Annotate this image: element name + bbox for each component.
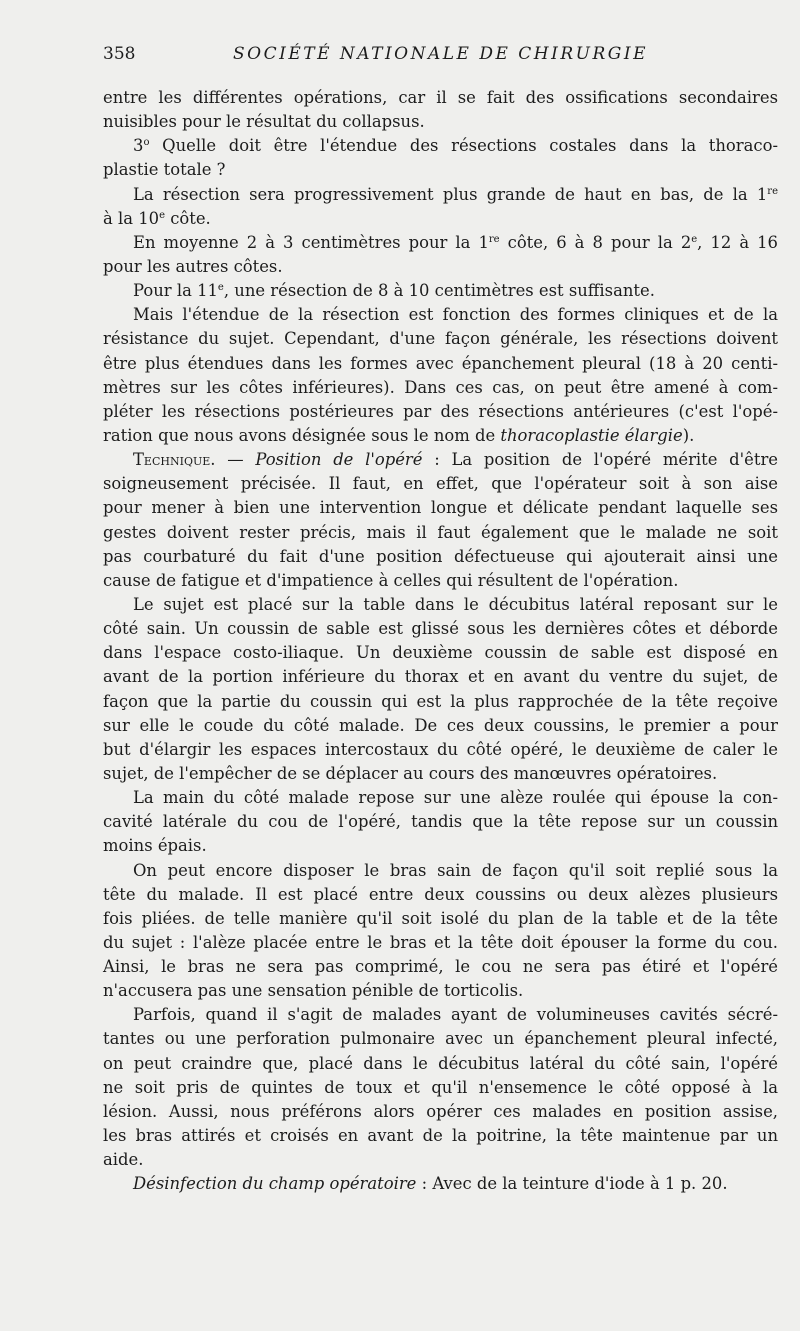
superscript: o	[143, 137, 150, 149]
text-line: En moyenne 2 à 3 centimètres pour la 1re côte, 6 à 8 pour la 2e, 12 à 16	[133, 232, 778, 252]
running-title: SOCIÉTÉ NATIONALE DE CHIRURGIE	[233, 44, 648, 64]
text-line: du sujet : l'alèze placée entre le bras et la tête doit épouser la forme du cou.	[103, 932, 778, 952]
text-line: pour mener à bien une intervention longue et délicate pendant laquelle ses	[103, 498, 778, 518]
text-line: aide.	[103, 1150, 144, 1170]
text-line: résistance du sujet. Cependant, d'une façon générale, les résections doivent	[103, 329, 778, 349]
text-line: fois pliées. de telle manière qu'il soit isolé du plan de la table et de la tête	[103, 908, 778, 928]
section-title: Désinfection du champ opératoire	[133, 1174, 417, 1194]
text-line: ration que nous avons désignée sous le nom de thoracoplastie élargie).	[103, 425, 695, 445]
text-line: Désinfection du champ opératoire : Avec de la teinture d'iode à 1 p. 20.	[133, 1174, 728, 1194]
text-line: but d'élargir les espaces intercostaux du côté opéré, le deuxième de caler le	[103, 739, 778, 759]
text-line: La résection sera progressivement plus grande de haut en bas, de la 1re	[133, 184, 778, 204]
text-line: façon que la partie du coussin qui est la plus rapprochée de la tête reçoive	[103, 691, 778, 711]
text-line: Mais l'étendue de la résection est fonction des formes cliniques et de la	[133, 305, 778, 325]
text-line: Parfois, quand il s'agit de malades ayant de volumineuses cavités sécré-	[133, 1005, 778, 1025]
text-line: avant de la portion inférieure du thorax et en avant du ventre du sujet, de	[103, 667, 778, 687]
page-number: 358	[103, 44, 136, 64]
page-body	[103, 86, 778, 1196]
text-line: tête du malade. Il est placé entre deux coussins ou deux alèzes plusieurs	[103, 884, 778, 904]
superscript: re	[488, 233, 500, 245]
text-line: moins épais.	[103, 836, 207, 856]
text-line: plastie totale ?	[103, 160, 226, 180]
text-line: Pour la 11e, une résection de 8 à 10 centimètres est suffisante.	[133, 281, 655, 301]
text-line: mètres sur les côtes inférieures). Dans ces cas, on peut être amené à com-	[103, 377, 778, 397]
text-line: cause de fatigue et d'impatience à celles qui résultent de l'opération.	[103, 570, 679, 590]
text-line: On peut encore disposer le bras sain de façon qu'il soit replié sous la	[133, 860, 778, 880]
section-title: Position de l'opéré	[255, 450, 423, 470]
text-line: Technique. — Position de l'opéré : La position de l'opéré mérite d'être	[133, 450, 778, 470]
text-line: être plus étendues dans les formes avec épanchement pleural (18 à 20 centi-	[103, 353, 778, 373]
text-line: lésion. Aussi, nous préférons alors opérer ces malades en position assise,	[103, 1101, 778, 1121]
text-line: à la 10e côte.	[103, 208, 211, 228]
superscript: e	[159, 209, 165, 221]
text-line: nuisibles pour le résultat du collapsus.	[103, 112, 425, 132]
text-line: n'accusera pas une sensation pénible de torticolis.	[103, 981, 524, 1001]
text-line: gestes doivent rester précis, mais il faut également que le malade ne soit	[103, 522, 778, 542]
text-line: cavité latérale du cou de l'opéré, tandis que la tête repose sur un coussin	[103, 812, 778, 832]
superscript: re	[767, 185, 778, 197]
text-line: pour les autres côtes.	[103, 256, 283, 276]
text-line: soigneusement précisée. Il faut, en effet, que l'opérateur soit à son aise	[103, 474, 778, 494]
superscript: e	[217, 282, 224, 294]
text-line: sur elle le coude du côté malade. De ces deux coussins, le premier a pour	[103, 715, 778, 735]
page-header	[103, 44, 778, 70]
text-line: pas courbaturé du fait d'une position défectueuse qui ajouterait ainsi une	[103, 546, 778, 566]
text-line: pléter les résections postérieures par des résections antérieures (c'est l'opé-	[103, 401, 778, 421]
text-line: on peut craindre que, placé dans le décubitus latéral du côté sain, l'opéré	[103, 1053, 778, 1073]
emphasis: thoracoplastie élargie	[500, 425, 683, 445]
text-line: entre les différentes opérations, car il se fait des ossifications secondaires	[103, 88, 778, 107]
text-line: ne soit pris de quintes de toux et qu'il n'ensemence le côté opposé à la	[103, 1077, 778, 1097]
section-label: Technique	[133, 450, 211, 470]
text-line: dans l'espace costo-iliaque. Un deuxième coussin de sable est disposé en	[103, 643, 778, 663]
text-line: côté sain. Un coussin de sable est glissé sous les dernières côtes et déborde	[103, 619, 778, 639]
text-line: La main du côté malade repose sur une alèze roulée qui épouse la con-	[133, 788, 778, 808]
text-line: sujet, de l'empêcher de se déplacer au cours des manœuvres opératoires.	[103, 763, 718, 783]
text-line: Le sujet est placé sur la table dans le décubitus latéral reposant sur le	[133, 594, 778, 614]
text-line: les bras attirés et croisés en avant de la poitrine, la tête maintenue par un	[103, 1126, 778, 1146]
superscript: e	[691, 233, 698, 245]
list-number: 3	[133, 136, 144, 156]
text-line: Ainsi, le bras ne sera pas comprimé, le cou ne sera pas étiré et l'opéré	[103, 957, 778, 977]
text-line: tantes ou une perforation pulmonaire avec un épanchement pleural infecté,	[103, 1029, 778, 1049]
text-line: 3$^o$ Quelle doit être l'étendue des résections costales dans la thoraco-	[133, 136, 778, 156]
